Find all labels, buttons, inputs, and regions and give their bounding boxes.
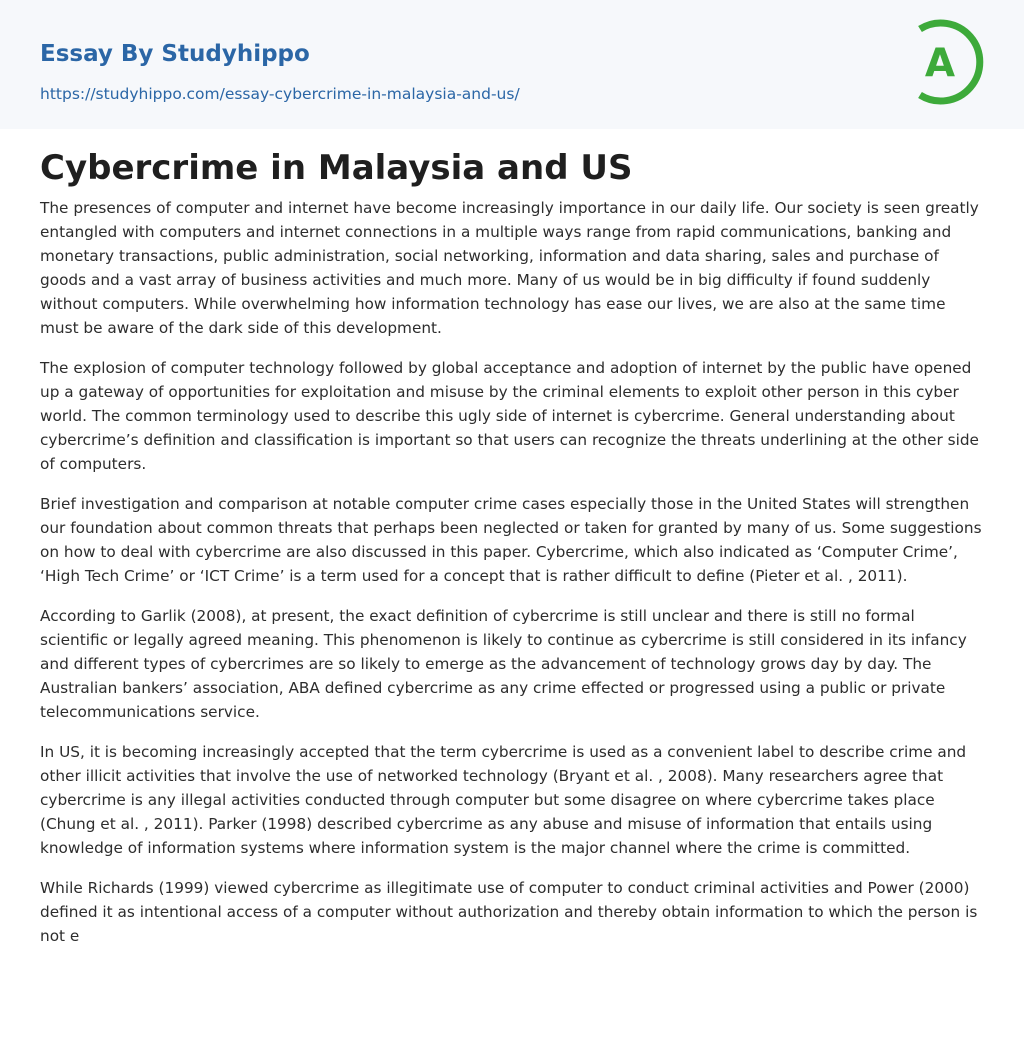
studyhippo-logo-icon[interactable] bbox=[910, 18, 986, 106]
article-title: Cybercrime in Malaysia and US bbox=[40, 148, 633, 188]
paragraph-1: The presences of computer and internet have become increasingly importance in our daily life. Our society is seen greatly entangled with computers and internet connections in a multiple ways range from rapid communications, banking and monetary transactions, public administration, social networking, information and data sharing, sales and purchase of goods and a vast array of business activities and much more. Many of us would be in big difficulty if found suddenly without computers. While overwhelming how information technology has ease our lives, we are also at the same time must be aware of the dark side of this development. bbox=[40, 199, 979, 337]
brand-title[interactable]: Essay By Studyhippo bbox=[40, 41, 310, 67]
paragraph-6: While Richards (1999) viewed cybercrime as illegitimate use of computer to conduct criminal activities and Power (2000) defined it as intentional access of a computer without authorization and thereby obtain information to which the person is not e bbox=[40, 879, 978, 945]
paragraph-2: The explosion of computer technology followed by global acceptance and adoption of internet by the public have opened up a gateway of opportunities for exploitation and misuse by the criminal elements to exploit other person in this cyber world. The common terminology used to describe this ugly side of internet is cybercrime. General understanding about cybercrime’s definition and classification is important so that users can recognize the threats underlining at the other side of computers. bbox=[40, 359, 979, 473]
paragraph-5: In US, it is becoming increasingly accepted that the term cybercrime is used as a convenient label to describe crime and other illicit activities that involve the use of networked technology (Bryant et al. , 2008). Many researchers agree that cybercrime is any illegal activities conducted through computer but some disagree on where cybercrime takes place (Chung et al. , 2011). Parker (1998) described cybercrime as any abuse and misuse of information that entails using knowledge of information systems where information system is the major channel where the crime is committed. bbox=[40, 743, 967, 857]
article-body bbox=[40, 146, 986, 964]
essay-url-link[interactable]: https://studyhippo.com/essay-cybercrime-in-malaysia-and-us/ bbox=[40, 85, 520, 103]
paragraph-4: According to Garlik (2008), at present, the exact definition of cybercrime is still unclear and there is still no formal scientific or legally agreed meaning. This phenomenon is likely to continue as cybercrime is still considered in its infancy and different types of cybercrimes are so likely to emerge as the advancement of technology grows day by day. The Australian bankers’ association, ABA defined cybercrime as any crime effected or progressed using a public or private telecommunications service. bbox=[40, 607, 967, 721]
paragraph-3: Brief investigation and comparison at notable computer crime cases especially those in the United States will strengthen our foundation about common threats that perhaps been neglected or taken for granted by many of us. Some suggestions on how to deal with cybercrime are also discussed in this paper. Cybercrime, which also indicated as ‘Computer Crime’, ‘High Tech Crime’ or ‘ICT Crime’ is a term used for a concept that is rather difficult to define (Pieter et al. , 2011). bbox=[40, 495, 982, 585]
site-header bbox=[0, 0, 1024, 129]
logo-letter: A bbox=[924, 41, 956, 86]
